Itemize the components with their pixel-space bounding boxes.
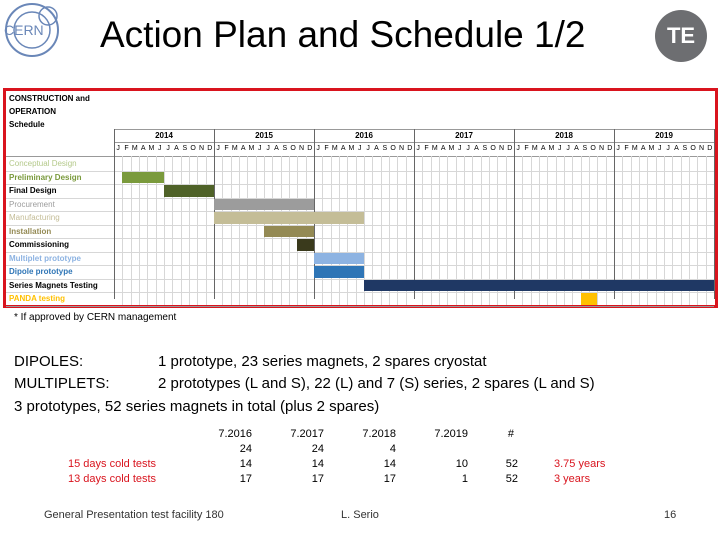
gantt-month-label: J [566, 145, 570, 152]
te-logo [655, 10, 707, 62]
gantt-month-label: J [616, 145, 620, 152]
cern-logo [0, 0, 72, 64]
gantt-month-line [347, 156, 348, 305]
gantt-month-label: N [198, 145, 204, 152]
gantt-month-line [181, 156, 182, 305]
table-cell: 17 [311, 473, 324, 485]
gantt-year-line [114, 129, 115, 299]
gantt-year-label: 2019 [655, 131, 673, 140]
gantt-month-label: J [358, 145, 362, 152]
gantt-month-label: J [266, 145, 270, 152]
gantt-month-label: O [290, 145, 296, 152]
gantt-task-label: Conceptual Design [9, 159, 77, 168]
table-cell: 17 [383, 473, 396, 485]
gantt-month-label: J [658, 145, 662, 152]
dipoles-text: 1 prototype, 23 series magnets, 2 spares cryostat [158, 353, 487, 370]
gantt-month-label: D [307, 145, 313, 152]
gantt-task-label: Multiplet prototype [9, 253, 81, 263]
te-logo-text: TE [666, 23, 696, 48]
gantt-task-label: Installation [9, 226, 52, 236]
gantt-month-label: N [498, 145, 504, 152]
gantt-row-line [6, 184, 714, 185]
gantt-month-label: M [548, 145, 555, 152]
gantt-bar [581, 293, 598, 305]
gantt-month-line [222, 156, 223, 305]
gantt-month-label: M [248, 145, 255, 152]
gantt-month-label: A [474, 145, 479, 152]
cold-tests-13: 13 days cold tests [68, 473, 157, 485]
table-cell: 1 [461, 473, 468, 485]
gantt-month-label: S [582, 145, 588, 152]
col-header-2019: 7.2019 [434, 428, 468, 440]
gantt-month-line [206, 156, 207, 305]
gantt-month-line [172, 156, 173, 305]
gantt-month-label: F [624, 145, 629, 152]
gantt-month-line [164, 156, 165, 305]
cern-logo-text: CERN [4, 22, 44, 38]
gantt-month-label: D [607, 145, 613, 152]
gantt-heading-2: OPERATION [9, 107, 56, 116]
gantt-year-line [614, 129, 615, 299]
gantt-bar [164, 185, 214, 197]
cold-tests-15: 15 days cold tests [68, 458, 157, 470]
gantt-year-line [714, 129, 715, 299]
gantt-month-label: S [282, 145, 288, 152]
gantt-month-label: O [690, 145, 696, 152]
gantt-month-label: A [674, 145, 679, 152]
gantt-month-label: J [158, 145, 162, 152]
gantt-month-label: F [124, 145, 129, 152]
years-note-1: 3.75 years [554, 458, 606, 470]
gantt-month-label: S [682, 145, 688, 152]
summary-text: 3 prototypes, 52 series magnets in total (plus 2 spares) [14, 398, 380, 415]
gantt-month-label: A [374, 145, 379, 152]
table-cell: 14 [383, 458, 396, 470]
gantt-month-label: O [490, 145, 496, 152]
table-cell: 4 [389, 443, 396, 455]
gantt-month-label: D [507, 145, 513, 152]
gantt-month-label: S [482, 145, 488, 152]
gantt-task-label: PANDA testing [9, 294, 65, 303]
table-cell: 52 [505, 473, 518, 485]
gantt-month-label: F [524, 145, 529, 152]
gantt-month-label: M [431, 145, 438, 152]
gantt-row-line [6, 238, 714, 239]
gantt-bar [364, 280, 714, 292]
gantt-month-label: N [698, 145, 704, 152]
gantt-month-label: F [424, 145, 429, 152]
footer-center: L. Serio [341, 509, 379, 521]
gantt-month-label: O [390, 145, 396, 152]
gantt-month-line [331, 156, 332, 305]
gantt-month-label: J [666, 145, 670, 152]
gantt-month-label: O [590, 145, 596, 152]
gantt-month-line [339, 156, 340, 305]
gantt-month-label: D [707, 145, 713, 152]
gantt-month-label: D [207, 145, 213, 152]
gantt-year-label: 2015 [255, 131, 273, 140]
table-cell: 52 [505, 458, 518, 470]
gantt-row-line [6, 306, 714, 307]
gantt-row-line [6, 198, 714, 199]
gantt-row-line [6, 225, 714, 226]
gantt-month-label: J [516, 145, 520, 152]
gantt-row-line [6, 171, 714, 172]
gantt-bar [264, 226, 314, 238]
gantt-month-label: J [466, 145, 470, 152]
gantt-month-label: F [324, 145, 329, 152]
col-header-2016: 7.2016 [218, 428, 252, 440]
gantt-month-line [189, 156, 190, 305]
gantt-month-label: F [224, 145, 229, 152]
gantt-month-label: A [340, 145, 346, 152]
gantt-month-label: N [598, 145, 604, 152]
gantt-bar [314, 253, 364, 265]
gantt-month-label: A [174, 145, 179, 152]
gantt-row-line [6, 292, 714, 293]
gantt-month-line [256, 156, 257, 305]
gantt-month-label: O [190, 145, 196, 152]
gantt-month-line [322, 156, 323, 305]
gantt-task-label: Series Magnets Testing [9, 280, 98, 290]
gantt-month-label: J [558, 145, 562, 152]
gantt-task-label: Dipole prototype [9, 267, 73, 276]
gantt-year-label: 2017 [455, 131, 473, 140]
gantt-line [6, 156, 714, 157]
gantt-month-label: A [274, 145, 279, 152]
gantt-bar [122, 172, 164, 184]
gantt-month-label: A [140, 145, 146, 152]
years-note-2: 3 years [554, 473, 591, 485]
gantt-month-label: N [398, 145, 404, 152]
gantt-month-label: N [298, 145, 304, 152]
gantt-month-label: M [148, 145, 155, 152]
gantt-month-label: J [258, 145, 262, 152]
multiplets-text: 2 prototypes (L and S), 22 (L) and 7 (S) series, 2 spares (L and S) [158, 375, 595, 392]
gantt-month-label: J [166, 145, 170, 152]
gantt-task-label: Procurement [9, 199, 55, 209]
gantt-year-label: 2018 [555, 131, 573, 140]
gantt-grid [6, 91, 715, 305]
gantt-year-label: 2014 [155, 131, 173, 140]
gantt-month-label: A [540, 145, 546, 152]
gantt-year-line [514, 129, 515, 299]
table-cell: 10 [455, 458, 468, 470]
gantt-year-line [414, 129, 415, 299]
gantt-month-label: M [231, 145, 238, 152]
table-cell: 17 [239, 473, 252, 485]
gantt-month-line [356, 156, 357, 305]
gantt-chart [3, 88, 718, 308]
table-cell: 24 [311, 443, 324, 455]
table-cell: 14 [311, 458, 324, 470]
gantt-heading-3: Schedule [9, 120, 45, 129]
multiplets-label: MULTIPLETS: [14, 375, 110, 392]
gantt-month-label: M [348, 145, 355, 152]
gantt-month-label: M [531, 145, 538, 152]
col-header-2018: 7.2018 [362, 428, 396, 440]
gantt-month-label: J [216, 145, 220, 152]
table-cell: 24 [239, 443, 252, 455]
gantt-month-line [197, 156, 198, 305]
gantt-month-label: A [440, 145, 446, 152]
footnote: * If approved by CERN management [14, 312, 177, 323]
page-number: 16 [664, 509, 677, 521]
gantt-task-label: Manufacturing [9, 213, 60, 222]
gantt-task-label: Final Design [9, 186, 57, 195]
gantt-heading-1: CONSTRUCTION and [9, 94, 90, 103]
gantt-task-label: Commissioning [9, 240, 70, 249]
gantt-month-label: M [131, 145, 138, 152]
gantt-bar [214, 199, 314, 211]
gantt-month-label: A [574, 145, 579, 152]
gantt-month-label: A [240, 145, 246, 152]
col-header-2017: 7.2017 [290, 428, 324, 440]
footer-left: General Presentation test facility 180 [44, 509, 224, 521]
gantt-month-label: M [331, 145, 338, 152]
gantt-month-label: J [416, 145, 420, 152]
gantt-month-label: J [116, 145, 120, 152]
gantt-month-label: M [448, 145, 455, 152]
gantt-bar [297, 239, 314, 251]
gantt-month-line [247, 156, 248, 305]
table-cell: 14 [239, 458, 252, 470]
dipoles-label: DIPOLES: [14, 353, 84, 370]
gantt-year-label: 2016 [355, 131, 373, 140]
gantt-month-label: S [182, 145, 188, 152]
gantt-month-label: M [631, 145, 638, 152]
gantt-month-label: J [458, 145, 462, 152]
gantt-bar [214, 212, 364, 224]
gantt-month-label: S [382, 145, 388, 152]
gantt-month-label: M [648, 145, 655, 152]
slide-title: Action Plan and Schedule 1/2 [100, 14, 586, 55]
gantt-month-label: A [640, 145, 646, 152]
gantt-bar [314, 266, 364, 278]
gantt-month-label: J [316, 145, 320, 152]
gantt-month-line [239, 156, 240, 305]
col-header-count: # [507, 428, 514, 440]
gantt-task-label: Preliminary Design [9, 172, 82, 182]
gantt-month-line [231, 156, 232, 305]
gantt-month-label: J [366, 145, 370, 152]
gantt-month-label: D [407, 145, 413, 152]
